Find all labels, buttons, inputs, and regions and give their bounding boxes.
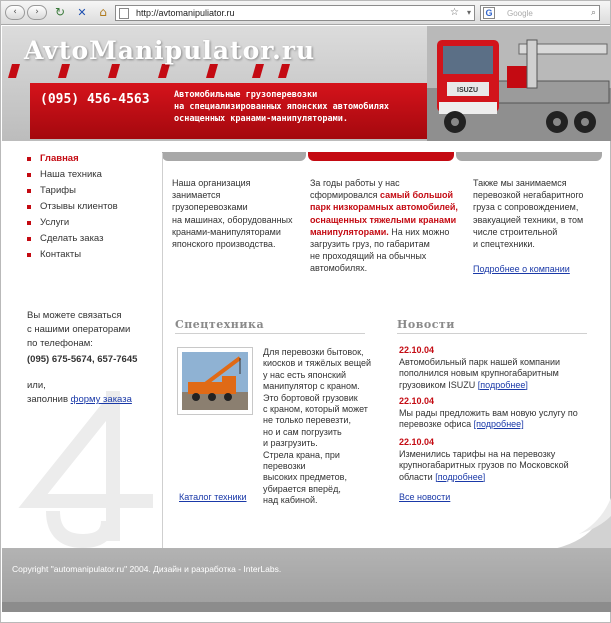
crane-photo[interactable] [177, 347, 253, 415]
search-icon[interactable]: ⌕ [590, 8, 596, 18]
intro-line: грузоперевозками [172, 202, 248, 213]
nav-item-home[interactable] [27, 151, 118, 167]
header-phone: (095) 456-4563 [40, 92, 150, 107]
intro-line: За годы работы у нас [310, 178, 400, 188]
slogan-line: на специализированных японских автомобилях [174, 102, 389, 112]
about-company-link[interactable]: Подробнее о компании [473, 264, 570, 275]
intro-column-1 [172, 177, 302, 250]
tech-line: и разгрузить. [263, 438, 318, 449]
nav-item-reviews[interactable] [27, 199, 118, 215]
browser-toolbar [1, 1, 610, 25]
highlight-text: самый большой [379, 190, 454, 201]
back-arrow-icon: ‹ [13, 7, 17, 17]
nav-item-label: Главная [40, 153, 79, 164]
contact-text: или, [27, 380, 46, 391]
intro-line: груза с сопровождением, [473, 202, 579, 213]
content-divider [162, 153, 163, 548]
svg-text:ISUZU: ISUZU [457, 87, 478, 94]
hook-watermark-icon [13, 391, 163, 551]
news-item [399, 396, 595, 431]
bullet-icon [27, 189, 31, 193]
back-button[interactable] [5, 5, 25, 20]
bullet-icon [27, 205, 31, 209]
highlight-text: оснащенных тяжелыми кранами [310, 214, 457, 225]
news-more-link[interactable]: [подробнее] [435, 471, 486, 482]
bullet-icon [27, 253, 31, 257]
contact-text: по телефонам: [27, 338, 93, 349]
all-news-link[interactable]: Все новости [399, 492, 451, 502]
contact-text: Вы можете связаться [27, 310, 122, 321]
tech-line: высоких предметов, [263, 472, 347, 483]
stop-icon[interactable]: ✕ [77, 6, 87, 19]
contact-phones: (095) 675-5674, 657-7645 [27, 354, 138, 365]
intro-line: числе строительной [473, 226, 558, 237]
page-curl-decoration [549, 498, 611, 550]
intro-line: занимается [172, 190, 221, 201]
bullet-icon [27, 157, 31, 161]
forward-button[interactable] [27, 5, 47, 20]
nav-item-label: Услуги [40, 217, 70, 228]
chevron-down-icon[interactable]: ▾ [466, 8, 471, 17]
nav-item-label: Тарифы [40, 185, 76, 196]
contact-block [27, 309, 157, 407]
site-logo[interactable]: AvtoManipulator.ru [24, 36, 316, 65]
news-text: Автомобильный парк нашей компании пополнился новым крупногабаритным грузовиком ISUZU [399, 356, 561, 390]
news-text: Изменились тарифы на на перевозку крупногабаритных грузов по Московской области [399, 448, 569, 482]
news-date: 22.10.04 [399, 437, 435, 447]
refresh-icon[interactable]: ↻ [54, 5, 66, 19]
intro-line: и спецтехники. [473, 239, 535, 250]
bullet-icon [27, 237, 31, 241]
home-icon[interactable]: ⌂ [99, 5, 107, 19]
intro-column-2 [310, 177, 460, 275]
site-footer [2, 548, 611, 612]
slogan-line: оснащенных кранами-манипуляторами. [174, 114, 348, 124]
slogan-line: Автомобильные грузоперевозки [174, 90, 318, 100]
search-engine-icon[interactable]: G [483, 7, 495, 19]
tab-gray-right [456, 152, 602, 161]
nav-item-order[interactable] [27, 231, 118, 247]
site-header [2, 26, 611, 141]
search-placeholder: Google [507, 9, 533, 18]
tech-line: над кабиной. [263, 495, 318, 506]
footer-bar [2, 602, 611, 612]
intro-line: перевозкой негабаритного [473, 190, 584, 201]
nav-item-label: Отзывы клиентов [40, 201, 118, 212]
contact-text: с нашими операторами [27, 324, 131, 335]
intro-line: кранами-манипуляторами [172, 226, 281, 237]
bullet-icon [27, 221, 31, 225]
tech-line: Стрела крана, при перевозки [263, 449, 340, 472]
bullet-icon [27, 173, 31, 177]
intro-line: на машинах, оборудованных [172, 214, 293, 225]
intro-line: На них можно [388, 226, 450, 237]
tech-line: манипулятор с краном. [263, 381, 360, 392]
highlight-text: парк низкорамных автомобилей, [310, 202, 458, 213]
divider [397, 333, 587, 334]
copyright: Copyright "automanipulator.ru" 2004. Дизайн и разработка - InterLabs. [12, 564, 282, 574]
nav-item-label: Наша техника [40, 169, 102, 180]
page-icon [119, 8, 129, 19]
intro-line: загрузить груз, по габаритам [310, 239, 430, 250]
news-item [399, 345, 595, 391]
tech-line: убирается вперёд, [263, 483, 341, 494]
news-date: 22.10.04 [399, 345, 435, 355]
tab-gray-left [162, 152, 306, 161]
tab-red-center [308, 152, 454, 161]
news-text: Мы рады предложить вам новую услугу по перевозке офиса [399, 407, 578, 429]
nav-item-contacts[interactable] [27, 247, 118, 263]
intro-line: Наша организация [172, 178, 251, 188]
crane-image [182, 352, 248, 410]
intro-line: не проходящий на обычных [310, 251, 427, 262]
address-url: http://avtomanipuliator.ru [136, 8, 235, 18]
news-date: 22.10.04 [399, 396, 435, 406]
highlight-text: манипуляторами. [310, 226, 389, 237]
main-nav [27, 151, 118, 263]
tech-line: у нас есть японский [263, 369, 347, 380]
nav-item-our-equipment[interactable] [27, 167, 118, 183]
intro-line: Также мы занимаемся [473, 178, 567, 188]
tech-line: Это бортовой грузовик [263, 392, 358, 403]
divider [175, 333, 365, 334]
search-box[interactable] [480, 5, 600, 21]
intro-column-3 [473, 177, 603, 275]
nav-item-label: Сделать заказ [40, 233, 104, 244]
tech-line: не только перевезти, [263, 415, 351, 426]
intro-line: эвакуацией техники, в том [473, 214, 584, 225]
tech-description [263, 347, 373, 507]
tech-line: с краном, который может [263, 404, 368, 415]
tech-line: киосков и тяжёлых вещей [263, 358, 372, 369]
intro-line: автомобилях. [310, 263, 368, 274]
tech-line: но и сам погрузить [263, 426, 342, 437]
news-more-link[interactable]: [подробнее] [473, 419, 524, 429]
truck-image [427, 26, 611, 141]
order-form-link[interactable]: форму заказа [70, 394, 132, 405]
intro-line: японского производства. [172, 239, 276, 250]
contact-text: заполнив [27, 394, 71, 405]
tech-section-title: Спецтехника [175, 318, 265, 331]
nav-item-services[interactable] [27, 215, 118, 231]
news-section-title: Новости [397, 318, 455, 331]
bookmark-star-icon[interactable]: ☆ [450, 7, 459, 18]
forward-arrow-icon: › [35, 7, 39, 17]
news-more-link[interactable]: [подробнее] [477, 379, 528, 390]
intro-line: сформировался [310, 190, 380, 201]
nav-item-label: Контакты [40, 249, 82, 260]
tech-line: Для перевозки бытовок, [263, 347, 364, 357]
address-bar[interactable] [115, 5, 475, 21]
header-slogan [174, 89, 439, 125]
nav-item-tariffs[interactable] [27, 183, 118, 199]
equipment-catalog-link[interactable]: Каталог техники [179, 492, 247, 502]
news-item [399, 437, 595, 483]
